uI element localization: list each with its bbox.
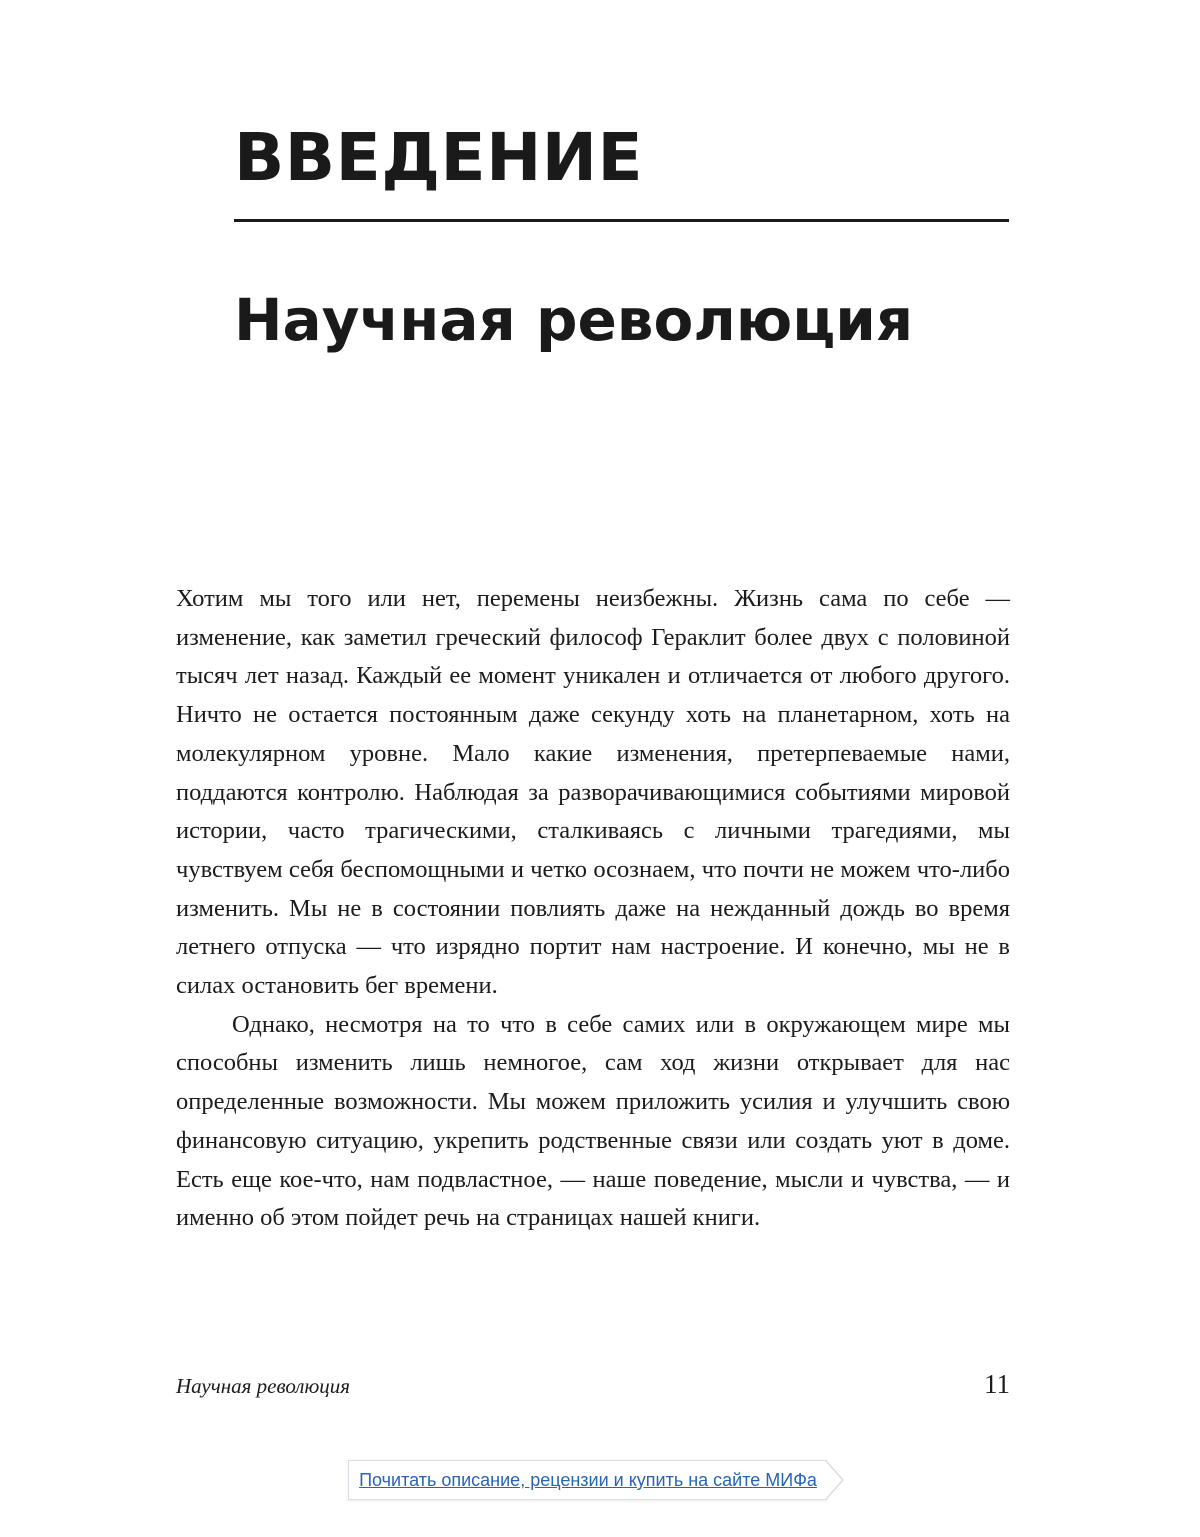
body-text — [176, 580, 1010, 1238]
running-footer-title: Научная революция — [176, 1374, 351, 1398]
promo-link-button[interactable]: Почитать описание, рецензии и купить на сайте МИФа — [348, 1460, 827, 1500]
page-number: 11 — [984, 1369, 1010, 1399]
paragraph-1: Хотим мы того или нет, перемены неизбежны. Жизнь сама по себе — изменение, как заметил греческий философ Гераклит более двух с половиной тысяч лет назад. Каждый ее момент уникален и отличается от любого другого. Ничто не остается постоянным даже секунду хоть на планетарном, хоть на молекулярном уровне. Мало какие изменения, претерпеваемые нами, поддаются контролю. Наблюдая за разворачивающимися событиями мировой истории, часто трагическими, сталкиваясь с личными трагедиями, мы чувствуем себя беспомощными и четко осознаем, что почти не можем что-либо изменить. Мы не в состоянии повлиять даже на нежданный дождь во время летнего отпуска — что изрядно портит нам настроение. И конечно, мы не в силах остановить бег времени. — [176, 585, 1010, 1000]
chapter-title: Научная революция — [234, 286, 914, 354]
chapter-divider — [234, 219, 1009, 222]
promo-arrow-fill — [825, 1461, 842, 1499]
paragraph-2: Однако, несмотря на то что в себе самих или в окружающем мире мы способны изменить лишь немногое, сам ход жизни открывает для нас определенные возможности. Мы можем приложить усилия и улучшить свою финансовую ситуацию, укрепить родственные связи или создать уют в доме. Есть еще кое-что, нам подвластное, — наше поведение, мысли и чувства, — и именно об этом пойдет речь на страницах нашей книги. — [176, 1010, 1010, 1232]
chapter-label: ВВЕДЕНИЕ — [234, 119, 644, 196]
